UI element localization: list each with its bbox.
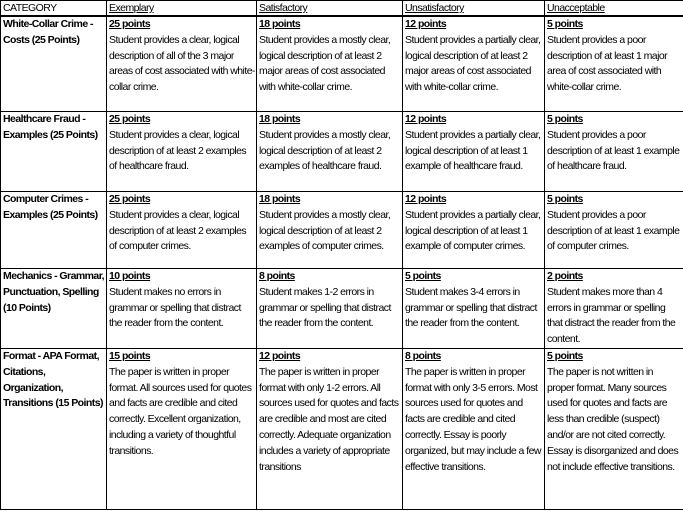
criteria-text: Student makes 3-4 errors in grammar or spelling that distract the reader from the content.	[405, 285, 537, 330]
points-label: 8 points	[259, 270, 295, 282]
header-exemplary: Exemplary	[107, 1, 257, 17]
table-row	[1, 269, 683, 349]
rubric-cell	[257, 192, 403, 269]
rubric-cell	[403, 348, 545, 509]
criteria-text: Student provides a poor description of at least 1 example of healthcare fraud.	[547, 128, 680, 173]
criteria-text: Student makes 1-2 errors in grammar or spelling that distract the reader from the content.	[259, 285, 391, 330]
header-category: CATEGORY	[1, 1, 107, 17]
rubric-cell	[257, 269, 403, 349]
points-label: 5 points	[405, 270, 441, 282]
rubric-cell	[545, 192, 683, 269]
points-label: 25 points	[109, 18, 151, 30]
category-cell: Computer Crimes - Examples (25 Points)	[1, 192, 107, 269]
rubric-cell	[107, 192, 257, 269]
header-row	[1, 1, 683, 17]
points-label: 12 points	[405, 193, 447, 205]
rubric-cell	[107, 269, 257, 349]
points-label: 12 points	[405, 113, 447, 125]
points-label: 10 points	[109, 270, 151, 282]
criteria-text: Student provides a partially clear, logical description of at least 1 example of healthcare fraud.	[405, 128, 541, 173]
criteria-text: Student makes more than 4 errors in grammar or spelling that distract the reader from the content.	[547, 285, 676, 346]
criteria-text: Student provides a mostly clear, logical description of at least 2 examples of computer crimes.	[259, 208, 391, 253]
rubric-cell	[545, 348, 683, 509]
points-label: 12 points	[259, 349, 301, 362]
criteria-text: The paper is written in proper format with only 1-2 errors. All sources used for quotes and facts are credible and most are cited correctly. Adequate organization includes a variety of appropriate transitions	[259, 365, 399, 473]
rubric-cell	[545, 269, 683, 349]
criteria-text: Student provides a mostly clear, logical description of at least 2 major areas of cost associated with white-collar crime.	[259, 33, 391, 94]
table-row	[1, 192, 683, 269]
rubric-cell	[545, 16, 683, 112]
points-label: 25 points	[109, 113, 151, 125]
rubric-cell	[545, 112, 683, 192]
criteria-text: Student makes no errors in grammar or spelling that distract the reader from the content.	[109, 285, 241, 330]
rubric-cell	[107, 348, 257, 509]
criteria-text: Student provides a clear, logical description of at least 2 examples of healthcare fraud.	[109, 128, 247, 173]
table-row	[1, 112, 683, 192]
points-label: 5 points	[547, 18, 583, 30]
header-satisfactory: Satisfactory	[257, 1, 403, 17]
criteria-text: Student provides a mostly clear, logical description of at least 2 examples of healthcare fraud.	[259, 128, 391, 173]
points-label: 18 points	[259, 193, 301, 205]
header-unsatisfactory: Unsatisfactory	[403, 1, 545, 17]
points-label: 2 points	[547, 270, 583, 282]
rubric-cell	[257, 16, 403, 112]
rubric-cell	[107, 112, 257, 192]
points-label: 8 points	[405, 349, 441, 362]
points-label: 18 points	[259, 18, 301, 30]
points-label: 18 points	[259, 113, 301, 125]
criteria-text: The paper is written in proper format with only 3-5 errors. Most sources used for quotes and facts are credible and cited correctly. Essay is poorly organized, but may include a few effective transitions.	[405, 365, 541, 473]
criteria-text: The paper is not written in proper format. Many sources used for quotes and facts are less than credible (suspect) and/or are not cited correctly. Essay is disorganized and does not include effective transitions.	[547, 365, 679, 473]
criteria-text: Student provides a clear, logical description of all of the 3 major areas of cost associated with white-collar crime.	[109, 33, 255, 94]
criteria-text: Student provides a partially clear, logical description of at least 2 major areas of cost associated with white-collar crime.	[405, 33, 541, 94]
rubric-cell	[257, 112, 403, 192]
points-label: 15 points	[109, 349, 151, 362]
rubric-cell	[403, 269, 545, 349]
rubric-cell	[403, 192, 545, 269]
points-label: 25 points	[109, 193, 151, 205]
rubric-cell	[403, 112, 545, 192]
rubric-cell	[107, 16, 257, 112]
criteria-text: Student provides a poor description of at least 1 example of computer crimes.	[547, 208, 680, 253]
category-cell: Mechanics - Grammar, Punctuation, Spelling (10 Points)	[1, 269, 107, 349]
category-cell: Format - APA Format, Citations, Organization, Transitions (15 Points)	[1, 348, 107, 509]
header-unacceptable: Unacceptable	[545, 1, 683, 17]
criteria-text: Student provides a partially clear, logical description of at least 1 example of computer crimes.	[405, 208, 541, 253]
rubric-cell	[403, 16, 545, 112]
rubric-cell	[257, 348, 403, 509]
criteria-text: Student provides a poor description of at least 1 major area of cost associated with white-collar crime.	[547, 33, 668, 94]
points-label: 12 points	[405, 18, 447, 30]
points-label: 5 points	[547, 349, 583, 362]
points-label: 5 points	[547, 113, 583, 125]
criteria-text: The paper is written in proper format. All sources used for quotes and facts are credible and cited correctly. Excellent organization, including a variety of thoughtful transitions.	[109, 365, 252, 457]
points-label: 5 points	[547, 193, 583, 205]
table-row	[1, 16, 683, 112]
category-cell: White-Collar Crime - Costs (25 Points)	[1, 16, 107, 112]
category-cell: Healthcare Fraud - Examples (25 Points)	[1, 112, 107, 192]
criteria-text: Student provides a clear, logical description of at least 2 examples of computer crimes.	[109, 208, 247, 253]
table-row	[1, 348, 683, 509]
